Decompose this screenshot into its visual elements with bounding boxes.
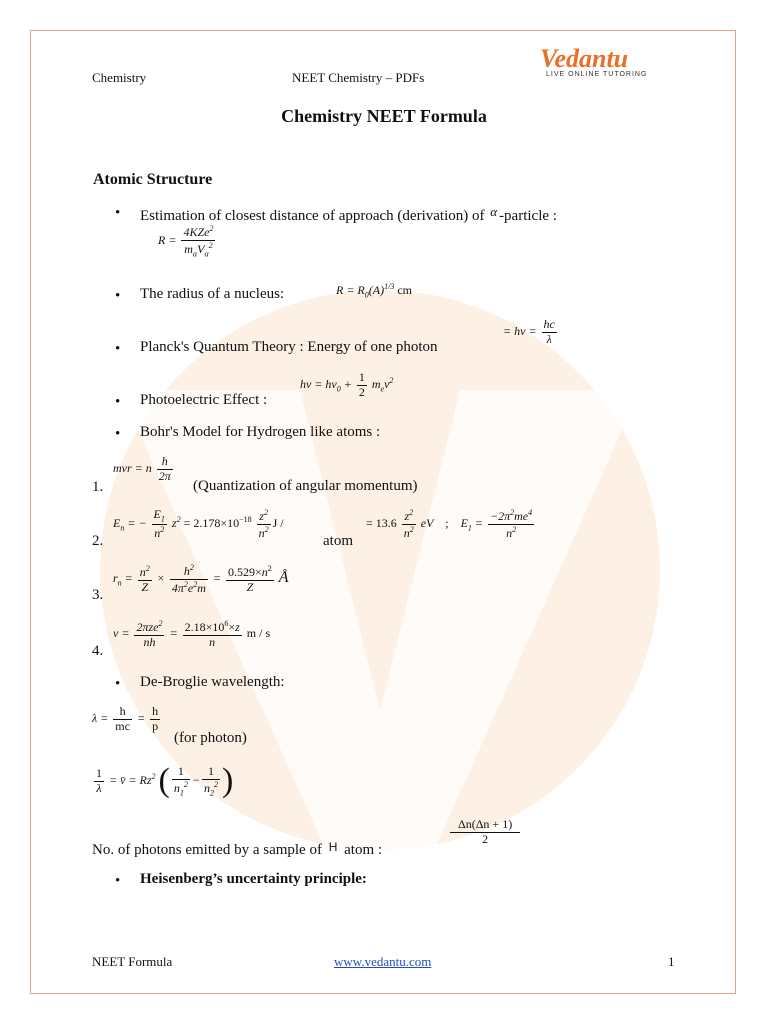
bullet-dot: • xyxy=(115,341,121,357)
bullet-tail: -particle : xyxy=(499,208,557,224)
formula-bohr-radius: $r_n$ = $\frac{n^2}{Z}$ × $\frac{h^2}{4\pi^2e^2m}$ = $\frac{0.529\times n^2}{Z}$ Å xyxy=(113,563,289,595)
formula-nucleus-radius: $R = R_0(A)^{1/3}$ cm xyxy=(336,282,412,300)
formula-angular-momentum: mvr = n $\frac{h}{2\pi}$ xyxy=(113,454,171,483)
vedantu-logo xyxy=(540,45,670,85)
bullet-dot: • xyxy=(115,288,121,304)
bullet-dot: • xyxy=(115,676,121,692)
photons-text: No. of photons emitted by a sample of xyxy=(92,842,322,858)
alpha-symbol: α xyxy=(490,204,498,219)
section-heading: Atomic Structure xyxy=(93,171,213,188)
formula-rydberg: $\frac{1}{\lambda}$ = v̄ = $Rz^2$ ( $\frac{1}{n_1^2}$ − $\frac{1}{n_2^2}$ ) xyxy=(96,762,234,799)
bullet-dot: • xyxy=(115,426,121,442)
angular-momentum-note: (Quantization of angular momentum) xyxy=(193,478,418,494)
header-subject: Chemistry xyxy=(92,70,147,85)
item-number: 3. xyxy=(92,587,104,603)
hydrogen-symbol: H xyxy=(328,840,338,854)
formula-de-broglie: λ = $\frac{h}{mc}$ = $\frac{h}{p}$ xyxy=(92,704,159,733)
formula-energy-level: $E_n$ = − $\frac{E_1}{n^2}$ $z^2 = 2.178\times 10^{-18}$ $\frac{z^2}{n^2}$ J / xyxy=(113,507,284,540)
photon-note: (for photon) xyxy=(174,730,247,746)
bullet-dot: • xyxy=(115,394,121,410)
bullet-nucleus-radius: The radius of a nucleus: xyxy=(140,286,285,302)
footer-link[interactable]: www.vedantu.com xyxy=(334,954,432,969)
bullet-bohr: Bohr's Model for Hydrogen like atoms : xyxy=(140,424,381,440)
bullet-closest-approach xyxy=(140,204,557,225)
formula-photon-energy: = hv = $\frac{hc}{\lambda}$ xyxy=(503,317,555,346)
bullet-de-broglie: De-Broglie wavelength: xyxy=(140,674,285,690)
formula-energy-ev: = 13.6 $\frac{z^2}{n^2}$ eV ; $E_1$ = $\frac{-2\pi^2me^4}{n^2}$ xyxy=(366,508,533,540)
bullet-heisenberg: Heisenberg’s uncertainty principle: xyxy=(140,871,367,887)
formula-velocity: v = $\frac{2\pi ze^2}{nh}$ = $\frac{2.18\times 10^6\times z}{n}$ m / s xyxy=(113,619,271,649)
bullet-planck: Planck's Quantum Theory : Energy of one photon xyxy=(140,339,438,355)
bullet-dot: • xyxy=(115,873,121,889)
formula-closest-approach: R = $\frac{4KZe^2}{m_\alpha V_\alpha^2}$ xyxy=(158,224,214,259)
page-number: 1 xyxy=(668,954,675,969)
item-number: 2. xyxy=(92,533,104,549)
header-center: NEET Chemistry – PDFs xyxy=(292,70,425,85)
logo-tagline: LIVE ONLINE TUTORING xyxy=(546,71,648,78)
bullet-dot: • xyxy=(115,205,121,221)
formula-photons-count: $\frac{\Delta n(\Delta n + 1)}{2}$ xyxy=(448,818,522,847)
formula-photoelectric: hv = $hv_0$ + $\frac{1}{2}$ $m_ev^2$ xyxy=(300,370,394,399)
item-number: 1. xyxy=(92,479,104,495)
footer-left: NEET Formula xyxy=(92,954,173,969)
logo-text: Vedantu xyxy=(540,44,629,73)
photons-atom: atom : xyxy=(344,842,383,858)
item-number: 4. xyxy=(92,643,104,659)
bullet-text: Estimation of closest distance of approach (derivation) of xyxy=(140,208,485,224)
bullet-photoelectric: Photoelectric Effect : xyxy=(140,392,268,408)
page-title: Chemistry NEET Formula xyxy=(281,106,487,126)
photons-line xyxy=(92,840,382,859)
energy-atom-label: atom xyxy=(323,533,353,549)
